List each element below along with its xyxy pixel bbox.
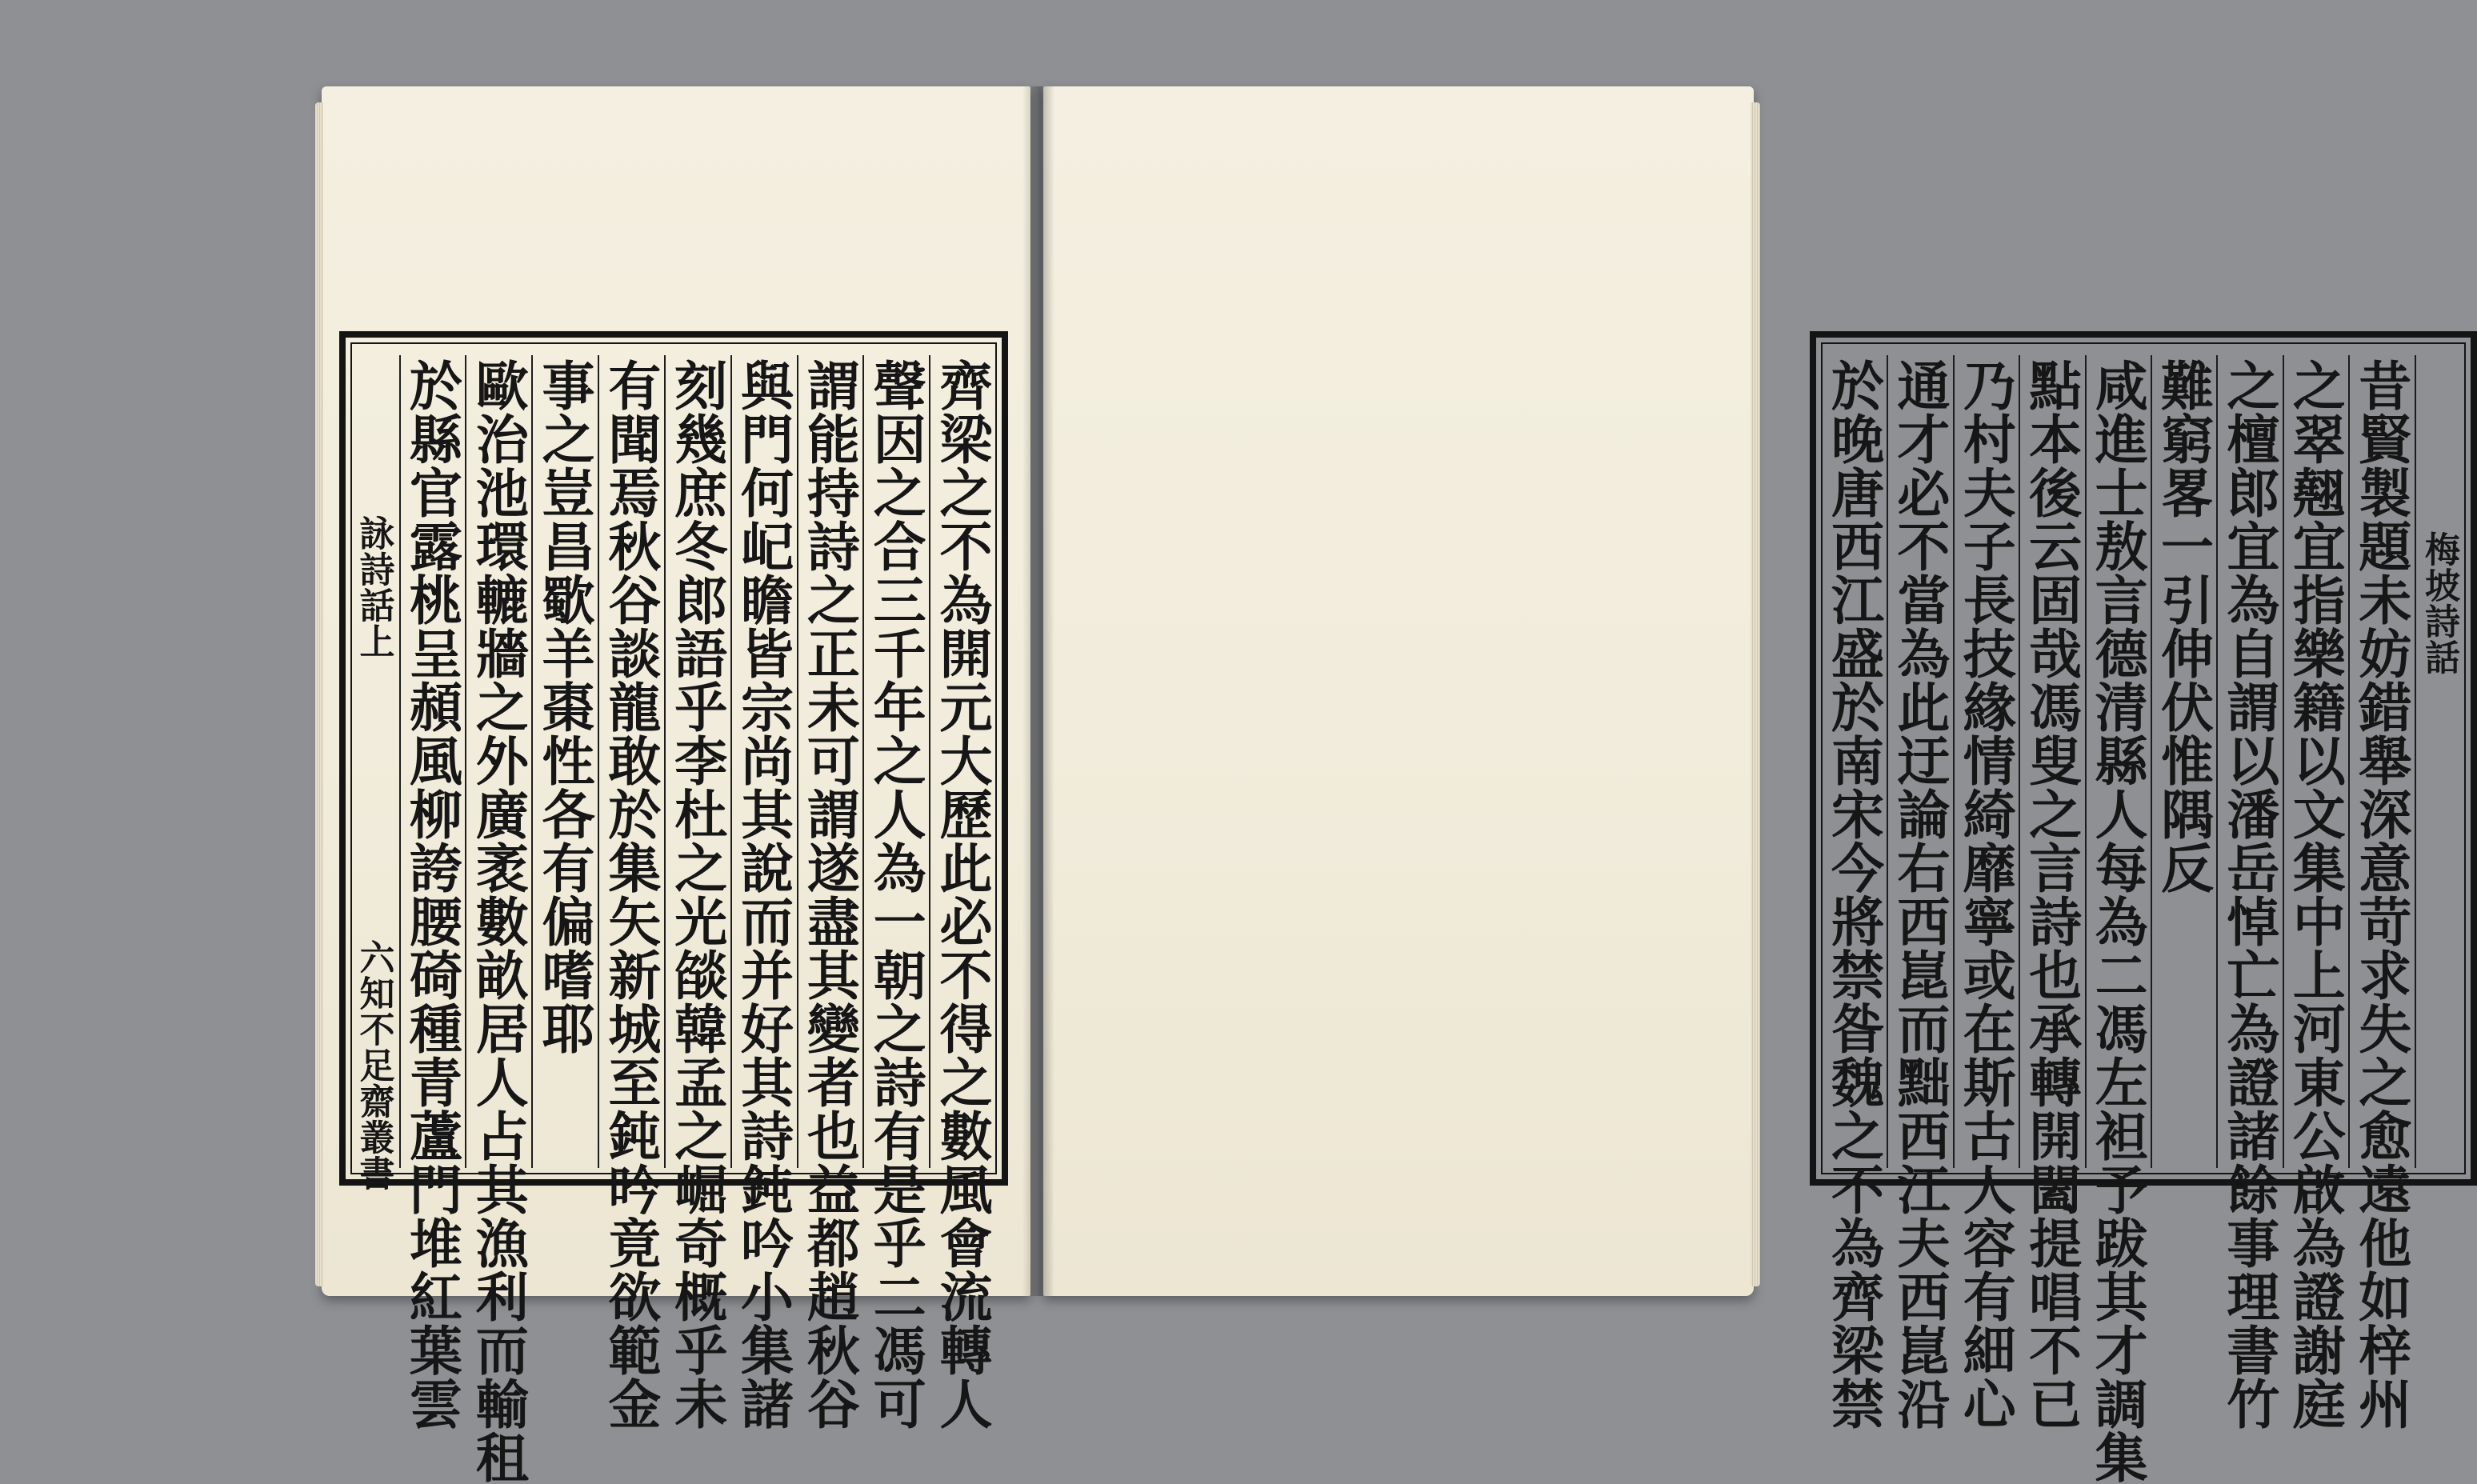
text-column: 通才必不當為此迂論右西崑而黜西江夫西崑沿 bbox=[1887, 355, 1952, 1168]
margin-label-column bbox=[350, 355, 399, 1191]
right-page-frame bbox=[1810, 331, 2477, 1484]
margin-label-top: 梅坡詩話 bbox=[2419, 531, 2459, 675]
text-column: 於晚唐西江盛於南宋今將禁昝魏之不為齊梁禁 bbox=[1822, 358, 1885, 1430]
text-column: 歐治池環轆牆之外廣袤數畝居人占其漁利而輸租 bbox=[465, 355, 531, 1168]
margin-label-column bbox=[2415, 355, 2464, 1168]
book-gutter bbox=[1022, 86, 1054, 1296]
text-column: 之翠翹宜指樂籍以文集中上河東公啟為證謝庭 bbox=[2283, 355, 2348, 1168]
open-book bbox=[322, 86, 2459, 1484]
text-column: 於縣官露桃呈頳風柳誇腰碕種青蘆門堆紅葉雲 bbox=[399, 355, 466, 1168]
right-page bbox=[1043, 86, 2459, 1484]
text-column: 咸進士敖言德清縣人每為二馮左袒予跋其才調集 bbox=[2085, 355, 2151, 1168]
text-column: 昔賢製題未妨錯舉深意苛求失之愈遠他如梓州 bbox=[2348, 355, 2414, 1168]
margin-label-bottom: 六知不足齋叢書 bbox=[353, 939, 394, 1191]
right-text-columns bbox=[1822, 355, 2464, 1484]
text-column: 謂能持詩之正未可謂遂盡其變者也益都趙秋谷 bbox=[797, 355, 863, 1168]
text-column: 乃村夫子長技緣情綺靡寧或在斯古人容有細心 bbox=[1953, 355, 2019, 1168]
margin-label-top: 詠詩話上 bbox=[353, 515, 394, 659]
text-column: 事之豈昌歜羊棗性各有偏嗜耶 bbox=[531, 355, 598, 1168]
left-text-columns bbox=[350, 355, 995, 1484]
text-column: 難窮畧一引伸伏惟隅反 bbox=[2151, 355, 2216, 1168]
page-edge-right bbox=[1751, 102, 1760, 1286]
text-column: 與門何屺瞻皆宗尚其說而并好其詩鈍吟小集諸 bbox=[730, 355, 797, 1168]
text-column: 之檀郎宜為自謂以潘岳悼亡為證諸餘事理書竹 bbox=[2216, 355, 2282, 1168]
text-column: 齊梁之不為開元大歷此必不得之數風會流轉人 bbox=[929, 355, 995, 1168]
left-page-frame bbox=[339, 331, 1008, 1484]
left-page bbox=[322, 86, 1030, 1484]
text-column: 刻幾庶冬郎語乎李杜之光燄韓孟之崛奇概乎未 bbox=[664, 355, 730, 1168]
page-edge-left bbox=[315, 102, 323, 1286]
text-column: 聲因之合三千年之人為一朝之詩有是乎二馮可 bbox=[862, 355, 929, 1168]
text-column: 點本後云固哉馮叟之言詩也承轉開闔提唱不已 bbox=[2019, 355, 2084, 1168]
text-column: 有聞焉秋谷談龍敢於集矢新城至鈍吟竟欲範金 bbox=[598, 355, 664, 1168]
